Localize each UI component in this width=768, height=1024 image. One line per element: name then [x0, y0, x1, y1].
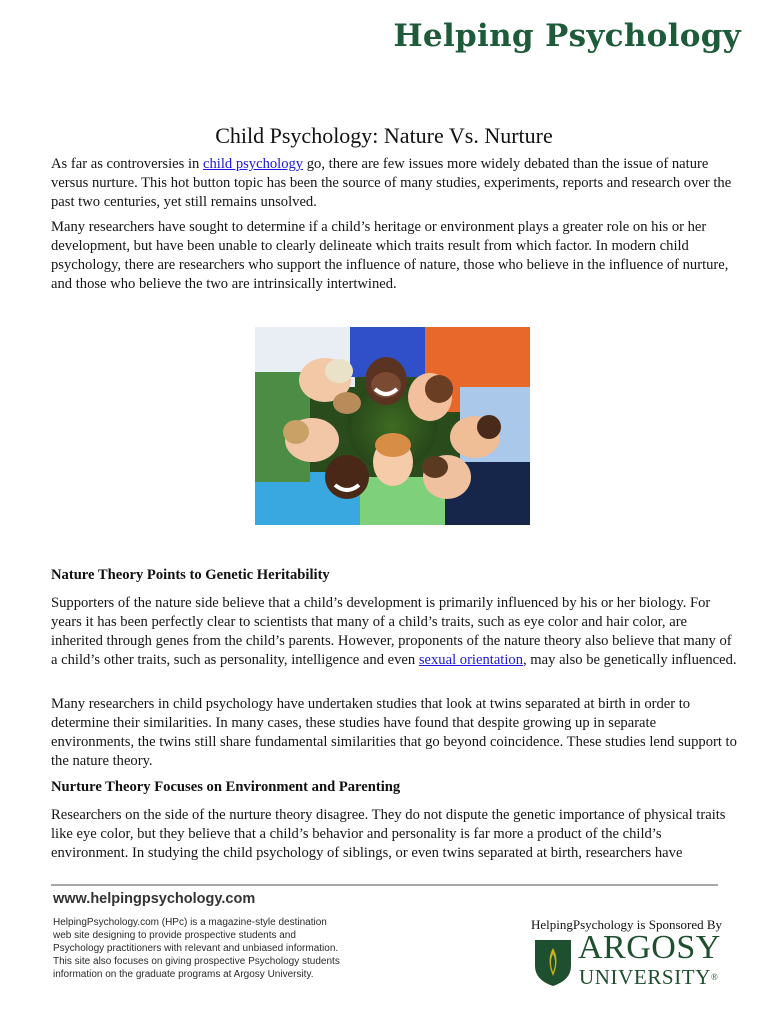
intro-paragraph — [51, 155, 741, 212]
site-brand-logo: Helping Psychology — [393, 18, 741, 54]
nature-text-start: Supporters of the nature side believe that a child’s development is primarily influenced by his or her biology. For years it has been perfectly clear to scientists that many of a child’s traits, such as eye color and hair color, are inherited through genes from the child’s parents. However, proponents of the nature theory also believe that many of a child’s other traits, such as personality, intelligence and even — [51, 595, 732, 668]
intro-text-end: go, there are few issues more widely debated than the issue of nature versus nurture. This hot button topic has been the source of many studies, experiments, reports and research over the past two centuries, yet still remains unsolved. — [51, 156, 732, 210]
children-circle-photo — [255, 327, 530, 525]
researchers-paragraph: Many researchers have sought to determine if a child’s heritage or environment plays a greater role on his or her development, but have been unable to clearly delineate which traits result from which factor. In modern child psychology, there are researchers who support the influence of nature, those who believe in the influence of nurture, and those who believe the two are intrinsically intertwined. — [51, 219, 729, 292]
registered-mark: ® — [711, 972, 719, 982]
nature-text-end: , may also be genetically influenced. — [523, 652, 737, 668]
page-title: Child Psychology: Nature Vs. Nurture — [215, 122, 553, 148]
argosy-wordmark: ARGOSY — [578, 929, 721, 966]
nature-paragraph-2: Many researchers in child psychology have undertaken studies that look at twins separated at birth in order to determine their similarities. In many cases, these studies have found that despite growing up in separate environments, the twins still share fundamental similarities that go beyond coincidence. These studies lend support to the nature theory. — [51, 696, 737, 769]
university-word: UNIVERSITY — [579, 965, 711, 989]
footer-desc-line: Psychology practitioners with relevant and unbiased information. — [53, 943, 339, 954]
nature-paragraph-1 — [51, 594, 741, 670]
footer-divider — [51, 884, 718, 886]
intro-text-start: As far as controversies in — [51, 156, 203, 172]
nature-theory-heading: Nature Theory Points to Genetic Heritability — [51, 567, 330, 583]
sexual-orientation-link[interactable]: sexual orientation — [418, 652, 523, 668]
footer-url[interactable]: www.helpingpsychology.com — [53, 891, 256, 907]
footer-desc-line: This site also focuses on giving prospective Psychology students — [53, 956, 340, 967]
nurture-theory-heading: Nurture Theory Focuses on Environment and Parenting — [51, 779, 401, 795]
footer-desc-line: information on the graduate programs at Argosy University. — [53, 969, 314, 980]
nurture-paragraph-1: Researchers on the side of the nurture theory disagree. They do not dispute the genetic importance of physical traits like eye color, but they believe that a child’s behavior and personality is far more a product of the child’s environment. In studying the child psychology of siblings, or even twins separated at birth, researchers have — [51, 807, 726, 861]
child-psychology-link[interactable]: child psychology — [202, 156, 304, 172]
footer-desc-line: HelpingPsychology.com (HPc) is a magazine-style destination — [53, 917, 327, 928]
footer-desc-line: web site designing to provide prospective students and — [53, 930, 296, 941]
argosy-shield-icon — [533, 938, 573, 988]
university-wordmark — [579, 966, 718, 988]
sponsor-text: HelpingPsychology is Sponsored By — [531, 917, 723, 932]
footer-description — [53, 916, 383, 981]
